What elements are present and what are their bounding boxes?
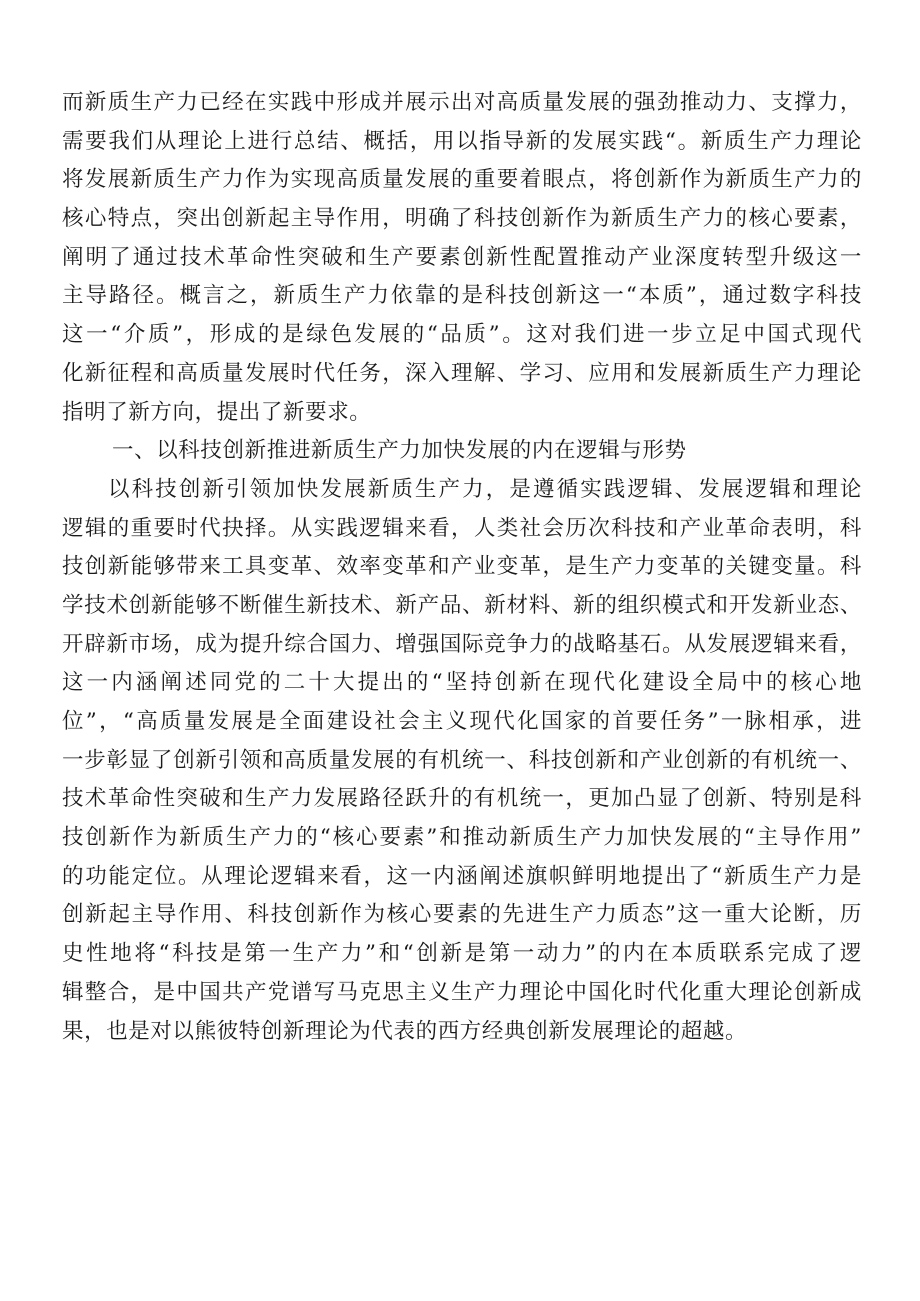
paragraph-line: 开辟新市场，成为提升综合国力、增强国际竞争力的战略基石。从发展逻辑来看， bbox=[62, 631, 862, 657]
paragraph-line: 化新征程和高质量发展时代任务，深入理解、学习、应用和发展新质生产力理论 bbox=[62, 360, 862, 386]
paragraph-line: 果，也是对以熊彼特创新理论为代表的西方经典创新发展理论的超越。 bbox=[62, 1018, 748, 1044]
paragraph-line: 而新质生产力已经在实践中形成并展示出对高质量发展的强劲推动力、支撑力， bbox=[62, 90, 862, 115]
paragraph-line: 位”，“高质量发展是全面建设社会主义现代化国家的首要任务”一脉相承，进 bbox=[62, 709, 862, 734]
paragraph-line: 逻辑的重要时代抉择。从实践逻辑来看，人类社会历次科技和产业革命表明，科 bbox=[62, 515, 862, 541]
document-body bbox=[62, 84, 862, 1051]
paragraph-line: 需要我们从理论上进行总结、概括，用以指导新的发展实践“。新质生产力理论 bbox=[62, 128, 862, 154]
paragraph-line: 阐明了通过技术革命性突破和生产要素创新性配置推动产业深度转型升级这一 bbox=[62, 244, 862, 270]
paragraph-line: 将发展新质生产力作为实现高质量发展的重要着眼点，将创新作为新质生产力的 bbox=[62, 167, 862, 193]
paragraph-1 bbox=[62, 84, 862, 432]
paragraph-line: 史性地将“科技是第一生产力”和“创新是第一动力”的内在本质联系完成了逻 bbox=[62, 941, 862, 967]
paragraph-line: 技创新能够带来工具变革、效率变革和产业变革，是生产力变革的关键变量。科 bbox=[62, 554, 862, 580]
paragraph-line: 技术革命性突破和生产力发展路径跃升的有机统一，更加凸显了创新、特别是科 bbox=[62, 786, 862, 812]
paragraph-line: 核心特点，突出创新起主导作用，明确了科技创新作为新质生产力的核心要素， bbox=[62, 206, 862, 232]
paragraph-line: 这一内涵阐述同党的二十大提出的“坚持创新在现代化建设全局中的核心地 bbox=[62, 670, 862, 696]
paragraph-line: 这一“介质”，形成的是绿色发展的“品质”。这对我们进一步立足中国式现代 bbox=[62, 322, 862, 348]
paragraph-line: 学技术创新能够不断催生新技术、新产品、新材料、新的组织模式和开发新业态、 bbox=[62, 592, 862, 618]
paragraph-line: 技创新作为新质生产力的“核心要素”和推动新质生产力加快发展的“主导作用” bbox=[62, 825, 862, 851]
paragraph-line: 主导路径。概言之，新质生产力依靠的是科技创新这一“本质”，通过数字科技 bbox=[62, 283, 862, 309]
paragraph-line: 的功能定位。从理论逻辑来看，这一内涵阐述旗帜鲜明地提出了“新质生产力是 bbox=[62, 863, 862, 889]
paragraph-line: 创新起主导作用、科技创新作为核心要素的先进生产力质态”这一重大论断，历 bbox=[62, 902, 862, 928]
paragraph-line: 一步彰显了创新引领和高质量发展的有机统一、科技创新和产业创新的有机统一、 bbox=[62, 747, 862, 773]
paragraph-line: 辑整合，是中国共产党谱写马克思主义生产力理论中国化时代化重大理论创新成 bbox=[62, 979, 862, 1005]
paragraph-line: 指明了新方向，提出了新要求。 bbox=[62, 399, 372, 425]
section-heading: 一、以科技创新推进新质生产力加快发展的内在逻辑与形势 bbox=[112, 438, 687, 464]
paragraph-2 bbox=[62, 471, 862, 1051]
paragraph-line: 以科技创新引领加快发展新质生产力，是遵循实践逻辑、发展逻辑和理论 bbox=[108, 476, 862, 502]
